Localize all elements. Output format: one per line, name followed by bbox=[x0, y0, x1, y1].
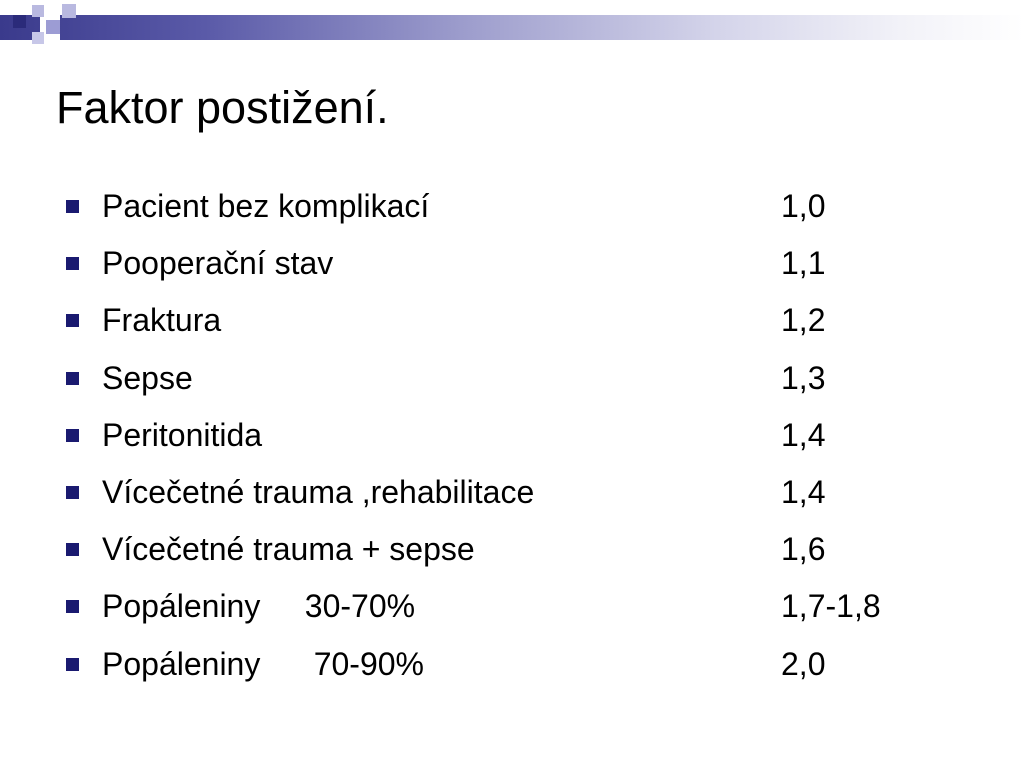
item-value: 1,3 bbox=[781, 359, 826, 396]
deco-square bbox=[13, 15, 26, 28]
square-bullet-icon bbox=[66, 600, 79, 613]
gradient-band bbox=[0, 15, 1024, 40]
item-value: 1,6 bbox=[781, 531, 826, 568]
square-bullet-icon bbox=[66, 658, 79, 671]
square-bullet-icon bbox=[66, 200, 79, 213]
list-item bbox=[0, 350, 1024, 407]
item-value: 1,0 bbox=[781, 188, 826, 224]
item-label: Fraktura bbox=[102, 302, 222, 339]
item-value: 1,4 bbox=[781, 416, 826, 453]
deco-square bbox=[32, 5, 44, 17]
list-item bbox=[0, 235, 1024, 292]
item-value: 1,4 bbox=[781, 473, 826, 510]
item-label: Vícečetné trauma + sepse bbox=[102, 531, 475, 568]
list-item bbox=[0, 407, 1024, 464]
item-value: 2,0 bbox=[781, 645, 826, 682]
item-label: Popáleniny 70-90% bbox=[102, 645, 424, 682]
item-value: 1,7-1,8 bbox=[781, 588, 881, 625]
deco-square bbox=[0, 0, 60, 15]
square-bullet-icon bbox=[66, 429, 79, 442]
slide-title: Faktor postižení. bbox=[56, 82, 389, 133]
item-label: Pacient bez komplikací bbox=[102, 188, 430, 224]
square-bullet-icon bbox=[66, 314, 79, 327]
square-bullet-icon bbox=[66, 543, 79, 556]
deco-square bbox=[46, 20, 60, 34]
square-bullet-icon bbox=[66, 257, 79, 270]
square-bullet-icon bbox=[66, 372, 79, 385]
item-label: Pooperační stav bbox=[102, 245, 334, 282]
item-label: Vícečetné trauma ,rehabilitace bbox=[102, 473, 535, 510]
list-item bbox=[0, 178, 1024, 235]
item-label: Peritonitida bbox=[102, 416, 263, 453]
deco-square bbox=[32, 32, 44, 44]
list-item bbox=[0, 521, 1024, 578]
list-item bbox=[0, 578, 1024, 635]
item-label: Popáleniny 30-70% bbox=[102, 588, 416, 625]
deco-square bbox=[62, 4, 76, 18]
square-bullet-icon bbox=[66, 486, 79, 499]
item-value: 1,2 bbox=[781, 302, 826, 339]
list-item bbox=[0, 636, 1024, 693]
header-decoration bbox=[0, 0, 1024, 40]
bullet-list bbox=[0, 178, 1024, 693]
list-item bbox=[0, 464, 1024, 521]
item-label: Sepse bbox=[102, 359, 193, 396]
list-item bbox=[0, 292, 1024, 349]
item-value: 1,1 bbox=[781, 245, 826, 282]
